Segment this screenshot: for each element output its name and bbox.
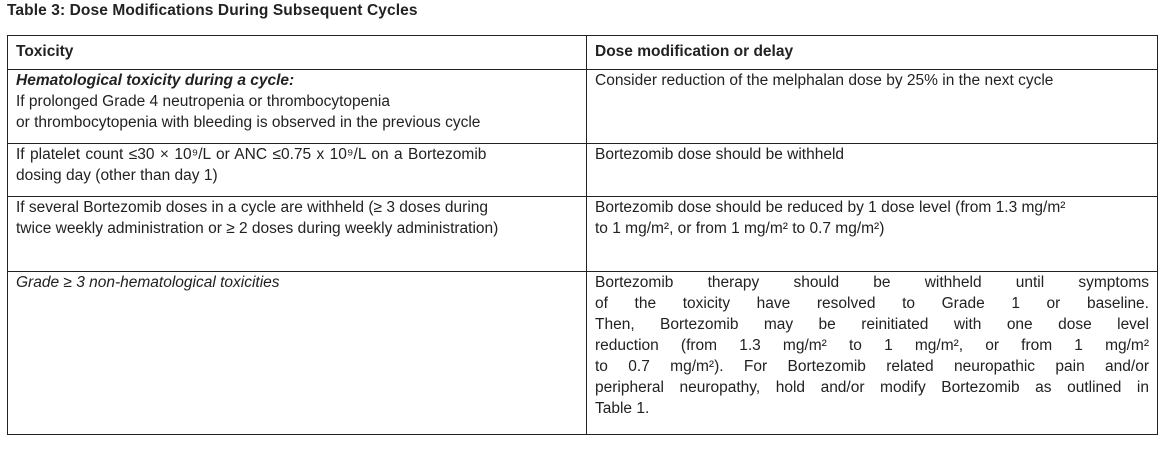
header-toxicity: Toxicity <box>8 36 587 70</box>
modification-text: of the toxicity have resolved to Grade 1 or baseline. <box>595 295 1149 312</box>
toxicity-text: Grade ≥ 3 non-hematological toxicities <box>16 274 280 291</box>
toxicity-text: or thrombocytopenia with bleeding is observed in the previous cycle <box>16 114 481 131</box>
modification-text: Bortezomib therapy should be withheld until symptoms <box>595 274 1149 291</box>
toxicity-subheading: Hematological toxicity during a cycle: <box>16 72 295 89</box>
table-caption: Table 3: Dose Modifications During Subsequent Cycles <box>7 2 418 19</box>
dose-modification-table <box>7 35 1158 435</box>
table-row <box>8 70 1158 144</box>
header-dose-modification: Dose modification or delay <box>587 36 1158 70</box>
modification-text: to 0.7 mg/m²). For Bortezomib related neuropathic pain and/or <box>595 358 1149 375</box>
table-row <box>8 144 1158 197</box>
modification-text: Then, Bortezomib may be reinitiated with one dose level <box>595 316 1149 333</box>
table-header-row <box>8 36 1158 70</box>
toxicity-text: If platelet count ≤30 × 10⁹/L or ANC ≤0.75 x 10⁹/L on a Bortezomib <box>16 146 487 163</box>
modification-cell <box>587 144 1158 197</box>
toxicity-text: If prolonged Grade 4 neutropenia or thrombocytopenia <box>16 93 390 110</box>
toxicity-text: If several Bortezomib doses in a cycle are withheld (≥ 3 doses during <box>16 199 489 216</box>
toxicity-text: twice weekly administration or ≥ 2 doses during weekly administration) <box>16 220 499 237</box>
modification-cell <box>587 70 1158 144</box>
toxicity-cell <box>8 144 587 197</box>
modification-text: peripheral neuropathy, hold and/or modify Bortezomib as outlined in <box>595 379 1149 396</box>
modification-text: Bortezomib dose should be withheld <box>595 146 845 163</box>
modification-cell <box>587 272 1158 435</box>
modification-cell <box>587 197 1158 272</box>
toxicity-cell <box>8 70 587 144</box>
modification-text: Consider reduction of the melphalan dose by 25% in the next cycle <box>595 72 1054 89</box>
modification-text: Table 1. <box>595 400 650 417</box>
toxicity-text: dosing day (other than day 1) <box>16 167 218 184</box>
table-row <box>8 197 1158 272</box>
table-row <box>8 272 1158 435</box>
modification-text: reduction (from 1.3 mg/m² to 1 mg/m², or from 1 mg/m² <box>595 337 1149 354</box>
toxicity-cell <box>8 272 587 435</box>
modification-text: to 1 mg/m², or from 1 mg/m² to 0.7 mg/m²) <box>595 220 885 237</box>
modification-text: Bortezomib dose should be reduced by 1 dose level (from 1.3 mg/m² <box>595 199 1066 216</box>
toxicity-cell <box>8 197 587 272</box>
